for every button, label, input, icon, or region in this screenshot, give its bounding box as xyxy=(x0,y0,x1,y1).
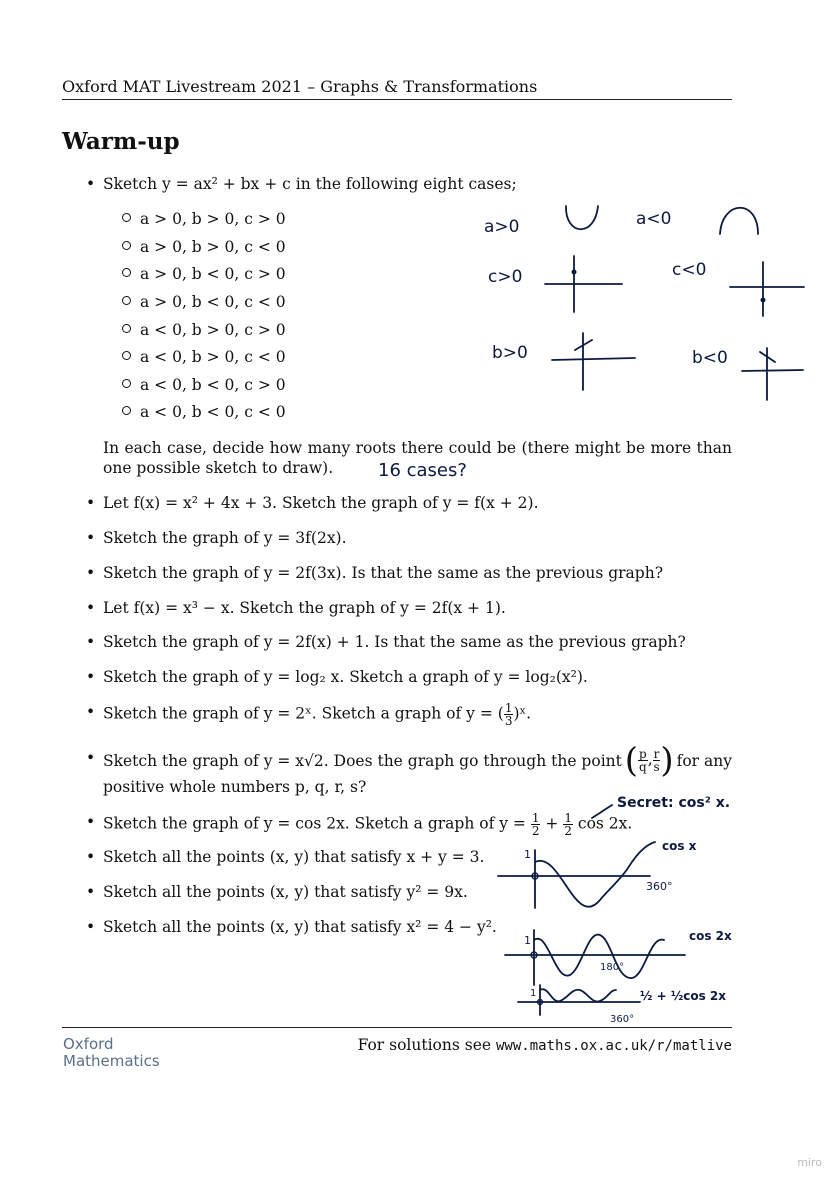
list-item: • Sketch the graph of y = 2f(3x). Is that the same as the previous graph? xyxy=(86,563,732,583)
note-c-neg: c<0 xyxy=(672,260,707,280)
note-a-neg: a<0 xyxy=(636,209,672,229)
label-360: 360° xyxy=(646,880,673,893)
list-item: • Sketch the graph of y = 2ˣ. Sketch a graph of y = ( $\frac{1}{3}$ )ˣ. xyxy=(86,702,732,727)
bullet-dot: • xyxy=(86,175,96,193)
list-item: • Sketch all the points (x, y) that satisfy x + y = 3. xyxy=(86,847,732,867)
intercept-dot-icon xyxy=(572,270,577,275)
bullet-text: Sketch y = ax² + bx + c in the following eight cases; xyxy=(103,175,517,193)
note-16-cases: 16 cases? xyxy=(378,460,467,481)
label-cos-x: cos x xyxy=(662,839,697,853)
miro-watermark: miro xyxy=(797,1156,822,1169)
cos-2x-curve xyxy=(534,935,664,979)
bullet-text: Sketch the graph of y = 2ˣ. Sketch a graph of y = ( $\frac{1}{3}$ )ˣ. xyxy=(103,701,532,728)
list-item: • Sketch the graph of y = 2f(x) + 1. Is that the same as the previous graph? xyxy=(86,632,732,652)
solutions-link[interactable]: www.maths.ox.ac.uk/r/matlive xyxy=(495,1038,732,1054)
bullet-text: Sketch the graph of y = log₂ x. Sketch a graph of y = log₂(x²). xyxy=(103,668,588,686)
downward-parabola-sketch xyxy=(720,208,758,234)
axes-sketch xyxy=(498,850,650,908)
label-one: 1 xyxy=(524,934,531,947)
paren: ( xyxy=(497,704,504,723)
list-item: • Sketch the graph of y = x√2. Does the graph go through the point ( $\frac{p}{q}$ , $\frac{r}{s}$ ) for any xyxy=(86,740,732,781)
list-item: • Sketch the graph of y = log₂ x. Sketch a graph of y = log₂(x²). xyxy=(86,667,732,687)
axes-sketch xyxy=(730,262,804,316)
half-cos-2x-curve xyxy=(540,989,616,1001)
list-item: • Sketch the graph of y = 3f(2x). xyxy=(86,528,732,548)
label-180: 180° xyxy=(600,962,625,973)
oxford-mathematics-logo: Oxford Mathematics xyxy=(63,1035,160,1070)
case-text: a < 0, b > 0, c > 0 xyxy=(140,321,286,339)
case-text: a > 0, b > 0, c > 0 xyxy=(140,210,286,228)
note-b-neg: b<0 xyxy=(692,348,728,368)
list-item: • Sketch the graph of y = cos 2x. Sketch a graph of y = $\frac{1}{2}$ + $\frac{1}{2}$ cos 2x. xyxy=(86,812,732,837)
case-text: a > 0, b < 0, c > 0 xyxy=(140,265,286,283)
axes-sketch xyxy=(552,333,635,390)
case-text: a < 0, b > 0, c < 0 xyxy=(140,348,286,366)
arrow-icon xyxy=(592,805,612,818)
header-title: Oxford MAT Livestream 2021 – Graphs & Transformations xyxy=(62,77,538,96)
case-text: a < 0, b < 0, c > 0 xyxy=(140,376,286,394)
case-text: a > 0, b > 0, c < 0 xyxy=(140,238,286,256)
axes-sketch xyxy=(742,348,803,400)
case-text: a > 0, b < 0, c < 0 xyxy=(140,293,286,311)
label-one: 1 xyxy=(530,988,537,999)
bullet-text: Sketch the graph of y = 2f(x) + 1. Is that the same as the previous graph? xyxy=(103,633,686,651)
list-item: • Sketch all the points (x, y) that satisfy x² = 4 − y². xyxy=(86,917,732,937)
list-item: • Let f(x) = x² + 4x + 3. Sketch the graph of y = f(x + 2). xyxy=(86,493,732,513)
bullet-text: Sketch the graph of y = 3f(2x). xyxy=(103,529,347,547)
note-b-pos: b>0 xyxy=(492,343,528,363)
bullet-text: Sketch all the points (x, y) that satisfy y² = 9x. xyxy=(103,883,468,901)
label-half-cos: ½ + ½cos 2x xyxy=(640,989,727,1003)
bullet-text: Sketch the graph of y = x√2. Does the graph go through the point ( $\frac{p}{q}$ , $\frac{r}{s}$ ) for any xyxy=(103,740,732,781)
intercept-dot-icon xyxy=(761,298,766,303)
bullet-text: Let f(x) = x² + 4x + 3. Sketch the graph of y = f(x + 2). xyxy=(103,494,539,512)
note-c-pos: c>0 xyxy=(488,267,523,287)
bullet-text: Sketch all the points (x, y) that satisfy x + y = 3. xyxy=(103,848,485,866)
label-cos-2x: cos 2x xyxy=(689,929,732,943)
section-title: Warm-up xyxy=(62,128,180,155)
upward-parabola-sketch xyxy=(566,206,598,229)
paren: ) xyxy=(513,704,520,723)
bullet-text: Sketch the graph of y = 2f(3x). Is that the same as the previous graph? xyxy=(103,564,664,582)
label-one: 1 xyxy=(524,848,531,861)
case-text: a < 0, b < 0, c < 0 xyxy=(140,403,286,421)
list-item: • Sketch all the points (x, y) that satisfy y² = 9x. xyxy=(86,882,732,902)
note-secret: Secret: cos² x. xyxy=(617,795,731,811)
footer-solutions: For solutions see www.maths.ox.ac.uk/r/matlive xyxy=(357,1036,732,1054)
cos-x-curve xyxy=(535,842,655,907)
bullet-text: Sketch all the points (x, y) that satisfy x² = 4 − y². xyxy=(103,918,497,936)
point-pq-rs: ( $\frac{p}{q}$ , $\frac{r}{s}$ ) xyxy=(624,740,674,781)
bullet-continuation: positive whole numbers p, q, r, s? xyxy=(103,778,367,796)
list-item: • Let f(x) = x³ − x. Sketch the graph of y = 2f(x + 1). xyxy=(86,598,732,618)
roots-note: In each case, decide how many roots there could be (there might be more than one possible sketch to draw). xyxy=(103,439,732,477)
bullet-text: Sketch the graph of y = cos 2x. Sketch a graph of y = $\frac{1}{2}$ + $\frac{1}{2}$ cos 2x. xyxy=(103,811,633,838)
footer-rule xyxy=(62,1027,732,1028)
fraction: $\frac{1}{3}$ xyxy=(504,701,513,728)
axes-sketch xyxy=(545,256,622,312)
bullet-text: Let f(x) = x³ − x. Sketch the graph of y = 2f(x + 1). xyxy=(103,599,506,617)
label-360b: 360° xyxy=(610,1014,635,1025)
note-a-pos: a>0 xyxy=(484,217,520,237)
